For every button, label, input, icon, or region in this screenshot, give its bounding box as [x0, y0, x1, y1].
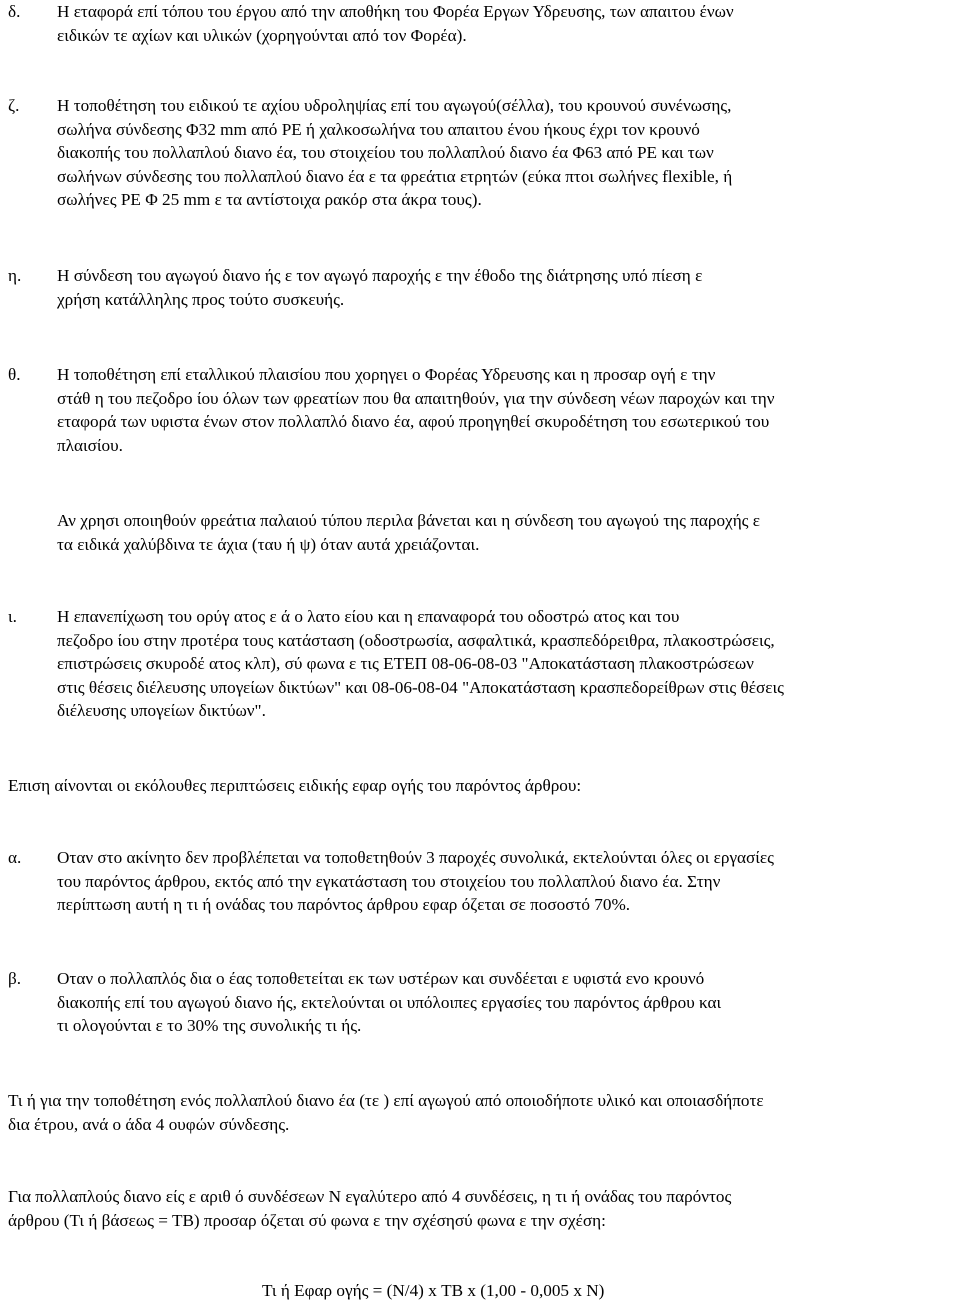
list-item-text: Η εταφορά επί τόπου του έργου από την αποθήκη του Φορέα Εργων Υδρευσης, των απαιτου ένων ειδικών τε αχίων και υλικών (χορηγούνται από τον Φορέα). — [57, 2, 734, 45]
list-item-iota — [8, 605, 953, 723]
list-item-eta — [8, 264, 953, 311]
list-marker: ι. — [8, 607, 17, 626]
list-item-theta — [8, 363, 953, 457]
old-type-chamber-note: Αν χρησι οποιηθούν φρεάτια παλαιού τύπου περιλα βάνεται και η σύνδεση του αγωγού της παροχής ε τα ειδικά χαλύβδινα τε άχια (ταυ ή ψ) όταν αυτά χρειάζονται. — [57, 511, 760, 554]
unit-price-paragraph: Τι ή για την τοποθέτηση ενός πολλαπλού διανο έα (τε ) επί αγωγού από οποιοδήποτε υλικό και οποιασδήποτε δια έτρου, ανά ο άδα 4 ουφών σύνδεσης. — [8, 1091, 764, 1134]
list-item-text: Η τοποθέτηση επί εταλλικού πλαισίου που χορηγει ο Φορέας Υδρευσης και η προσαρ ογή ε την στάθ η του πεζοδρο ίου όλων των φρεατίων που θα απαιτηθούν, για την σύνδεση νέων παροχών και την εταφορά των υφιστα ένων στον πολλαπλό διανο έα, αφού προηγηθεί σκυροδέτηση του εσωτερικού του πλαισίου. — [57, 365, 775, 455]
list-marker: β. — [8, 969, 22, 988]
list-marker: δ. — [8, 2, 21, 21]
list-marker: θ. — [8, 365, 21, 384]
list-item-text: Η επανεπίχωση του ορύγ ατος ε ά ο λατο είου και η επαναφορά του οδοστρώ ατος και του πεζοδρο ίου στην προτέρα τους κατάσταση (οδοστρωσία, ασφαλτικά, κρασπεδόρειθρα, πλακοστρώσεις, επιστρώσεις σκυροδέ ατος κλπ), σύ φωνα ε τις ΕΤΕΠ 08-06-08-03 "Αποκατάσταση πλακοστρώσεων στις θέσεις διέλευσης υπογείων δικτύων" και 08-06-08-04 "Αποκατάσταση κρασπεδορείθρων στις θέσεις διέλευσης υπογείων δικτύων". — [57, 607, 784, 720]
list-item-text: Οταν στο ακίνητο δεν προβλέπεται να τοποθετηθούν 3 παροχές συνολικά, εκτελούνται όλες οι εργασίες του παρόντος άρθρου, εκτός από την εγκατάσταση του στοιχείου του πολλαπλού διανο έα. Στην περίπτωση αυτή η τι ή ονάδας του παρόντος άρθρου εφαρ όζεται σε ποσοστό 70%. — [57, 848, 774, 914]
list-item-text: Η σύνδεση του αγωγού διανο ής ε τον αγωγό παροχής ε την έθοδο της διάτρησης υπό πίεση ε χρήση κατάλληλης προς τούτο συσκευής. — [57, 266, 703, 309]
list-item-zeta — [8, 94, 953, 212]
special-cases-intro: Επιση αίνονται οι εκόλουθες περιπτώσεις ειδικής εφαρ ογής του παρόντος άρθρου: — [8, 776, 582, 795]
list-marker: η. — [8, 266, 22, 285]
adjustment-paragraph: Για πολλαπλούς διανο είς ε αριθ ό συνδέσεων Ν εγαλύτερο από 4 συνδέσεις, η τι ή ονάδας του παρόντος άρθρου (Τι ή βάσεως = ΤΒ) προσαρ όζεται σύ φωνα ε την σχέσησύ φωνα ε την σχέση: — [8, 1187, 732, 1230]
list-item-alpha — [8, 846, 953, 917]
list-item-delta — [8, 0, 953, 47]
list-item-text: Οταν ο πολλαπλός δια ο έας τοποθετείται εκ των υστέρων και συνδέεται ε υφιστά ενο κρουνό διακοπής επί του αγωγού διανο ής, εκτελούνται οι υπόλοιπες εργασίες του παρόντος άρθρου και τι ολογούνται ε το 30% της συνολικής τι ής. — [57, 969, 722, 1035]
list-item-text: Η τοποθέτηση του ειδικού τε αχίου υδροληψίας επί του αγωγού(σέλλα), του κρουνού συνένωσης, σωλήνα σύνδεσης Φ32 mm από PE ή χαλκοσωλήνα του απαιτου ένου ήκους έχρι τον κρουνό διακοπής του πολλαπλού διανο έα, του στοιχείου του πολλαπλού διανο έα Φ63 από PE και των σωλήνων σύνδεσης του πολλαπλού διανο έα ε τα φρεάτια ετρητών (εύκα πτοι σωλήνες flexible, ή σωλήνες PE Φ 25 mm ε τα αντίστοιχα ρακόρ στα άκρα τους). — [57, 96, 733, 209]
list-marker: ζ. — [8, 96, 20, 115]
price-formula: Τι ή Εφαρ ογής = (Ν/4) x ΤΒ x (1,00 - 0,005 x Ν) — [262, 1281, 605, 1300]
list-marker: α. — [8, 848, 22, 867]
list-item-beta — [8, 967, 953, 1038]
